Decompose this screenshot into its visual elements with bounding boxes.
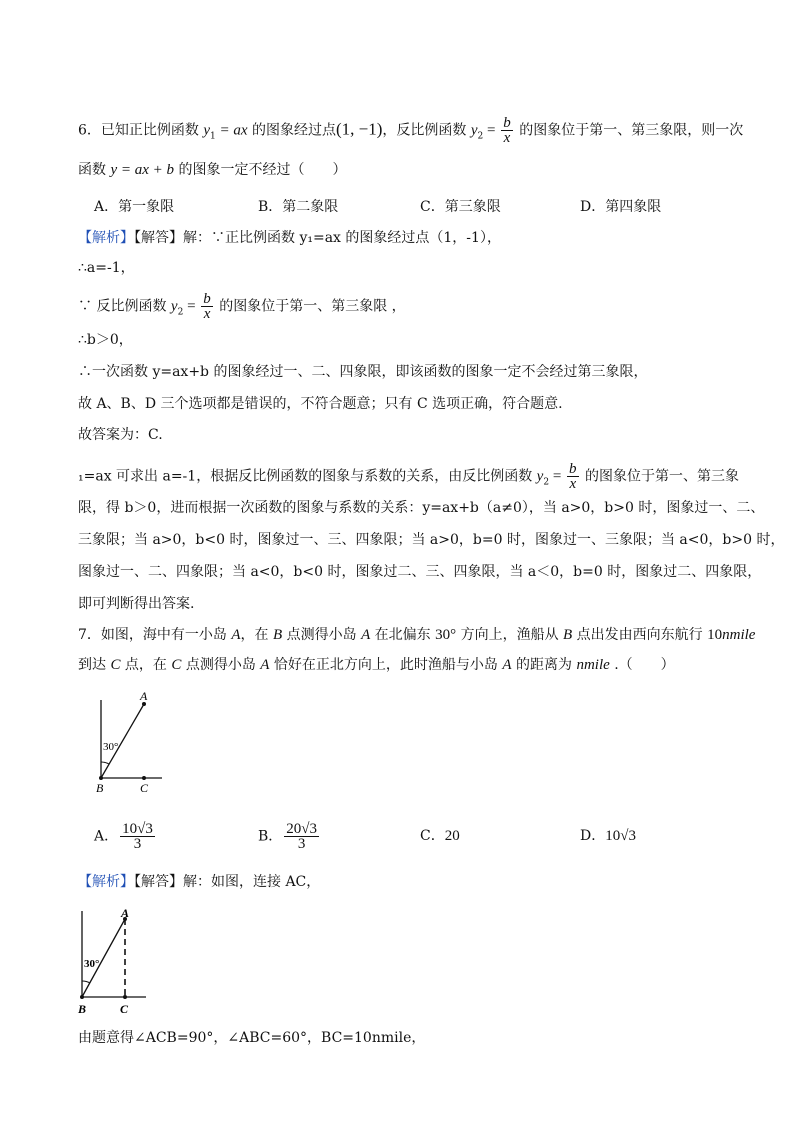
q7-line-1 <box>78 625 755 645</box>
q7-opt-b-label: B． <box>258 828 283 845</box>
q6-analysis-2: 限，得 b＞0，进而根据一次函数的图象与系数的关系：y=ax+b（a≠0），当 a>0，b>0 时，图象过一、二、 <box>78 500 765 516</box>
sol-point-c <box>123 995 127 999</box>
sol-label-angle: 30° <box>84 958 100 970</box>
q6-option-a[interactable]: A．第一象限 <box>94 199 175 215</box>
q7-solution-1 <box>78 872 320 892</box>
q7-opt-c-label: C． <box>420 828 445 844</box>
q7-l1-dist: 10 <box>707 627 723 643</box>
q6-sol3-sub: 2 <box>177 307 184 318</box>
q6-analysis-3: 三象限；当 a>0，b<0 时，图象过一、三、四象限；当 a>0，b=0 时，图象过一、三象限；当 a<0，b>0 时， <box>78 532 785 548</box>
q7-l2-A2: A <box>502 657 512 673</box>
q7-opt-d-value: 10√3 <box>605 828 636 844</box>
q7-option-d[interactable] <box>580 826 636 846</box>
q7-sol1-text: 【解答】解：如图，连接 AC， <box>134 874 321 890</box>
q7-opt-a-num: 10√3 <box>122 821 153 837</box>
q7-l1-a: 7．如图，海中有一小岛 <box>78 627 232 643</box>
angle-arc <box>101 762 109 764</box>
q6-an1-sub: 2 <box>543 477 550 488</box>
q6-text-b: 的图象经过点 <box>247 122 336 139</box>
sol-label-c: C <box>120 1002 129 1016</box>
q6-l2-func: y = ax + b <box>110 162 175 178</box>
label-c: C <box>140 781 149 795</box>
label-a: A <box>140 690 148 703</box>
q6-l2-b: 的图象一定不经过（ ） <box>174 162 347 178</box>
q6-sol3-eq: = <box>183 298 200 315</box>
q7-l2-c: 点测得小岛 <box>181 657 261 673</box>
q6-point: (1, −1) <box>336 119 383 139</box>
q7-l2-a: 到达 <box>78 657 111 673</box>
q6-solution-6: 故 A、B、D 三个选项都是错误的，不符合题意；只有 C 选项正确，符合题意. <box>78 396 563 412</box>
q6-line-2 <box>78 160 346 180</box>
q6-option-c[interactable]: C．第三象限 <box>420 199 501 215</box>
q6-analysis-1 <box>78 462 739 492</box>
q7-l1-f: 点出发由西向东航行 <box>572 627 708 643</box>
q7-opt-b-den: 3 <box>297 836 306 852</box>
q7-opt-b-num: 20√3 <box>286 821 318 837</box>
q7-l2-unit: nmile <box>576 657 610 673</box>
q6-solution-3 <box>78 292 406 322</box>
sol-label-a: A <box>121 906 130 920</box>
q7-option-c[interactable] <box>420 826 460 846</box>
q6-text-d: 的图象位于第一、第三象限，则一次 <box>514 122 744 139</box>
q7-analysis-tag: 【解析】 <box>78 874 134 890</box>
q6-an1-a: ₁=ax 可求出 a=-1，根据反比例函数的图象与系数的关系，由反比例函数 <box>78 468 537 485</box>
q6-an1-num: b <box>569 461 577 477</box>
q7-l1-unit: nmile <box>722 627 756 643</box>
q6-sol3-y: y <box>170 298 178 315</box>
q7-l2-C2: C <box>171 657 182 673</box>
q7-l1-B2: B <box>563 627 573 643</box>
q6-solution-2: ∴a=-1， <box>78 260 135 276</box>
q7-figure <box>90 690 170 800</box>
q6-solution-5: ∴一次函数 y=ax+b 的图象经过一、二、四象限，即该函数的图象一定不会经过第三象限， <box>78 364 648 380</box>
q7-l1-B: B <box>272 627 283 643</box>
q6-l2-a: 函数 <box>78 162 111 178</box>
q7-l1-e: 方向上，渔船从 <box>456 627 564 643</box>
q6-line-1 <box>78 116 743 146</box>
q7-l2-e: 的距离为 <box>511 657 577 673</box>
q6-sol3-fraction <box>201 292 213 321</box>
sol-label-b: B <box>78 1002 87 1016</box>
q6-y1: y <box>203 122 211 139</box>
q6-y1-rhs: = ax <box>215 122 248 139</box>
q6-an1-b: 的图象位于第一、第三象 <box>580 468 739 485</box>
sol-point-b <box>80 995 84 999</box>
q7-l2-C: C <box>110 657 121 673</box>
q7-l1-c: 点测得小岛 <box>282 627 362 643</box>
q6-sol3-num: b <box>203 291 211 307</box>
q6-fraction-num: b <box>503 115 511 131</box>
q7-opt-d-label: D． <box>580 828 606 844</box>
q7-solution-2: 由题意得∠ACB=90°，∠ABC=60°，BC=10nmile， <box>78 1030 426 1046</box>
point-b <box>99 776 103 780</box>
q7-l1-b: ，在 <box>240 627 273 643</box>
q7-opt-a-den: 3 <box>133 836 142 852</box>
q7-l2-A: A <box>260 657 270 673</box>
q7-l1-d: 在北偏东 <box>370 627 436 643</box>
label-b: B <box>96 781 104 795</box>
q7-l1-angle: 30° <box>435 627 457 643</box>
q6-analysis-4: 图象过一、二、四象限；当 a<0，b<0 时，图象过二、三、四象限，当 a＜0，b=0 时，图象过二、四象限， <box>78 564 762 580</box>
q7-opt-a-label: A． <box>94 828 119 845</box>
q6-y2-sub: 2 <box>477 131 484 142</box>
q7-line-2 <box>78 655 675 675</box>
q6-an1-fraction <box>567 462 579 491</box>
q6-text: 6．已知正比例函数 <box>78 122 204 139</box>
q7-option-b[interactable] <box>258 822 321 851</box>
q6-sol3-den: x <box>203 306 211 322</box>
q6-fraction-den: x <box>503 130 511 146</box>
q6-eq: = <box>483 122 500 139</box>
q6-analysis-5: 即可判断得出答案. <box>78 596 195 612</box>
sol-angle-arc <box>82 981 90 983</box>
q6-y1-sub: 1 <box>210 131 216 142</box>
q7-l1-A: A <box>231 627 241 643</box>
q7-l2-d: 恰好在正北方向上，此时渔船与小岛 <box>269 657 503 673</box>
q6-solution-7: 故答案为：C. <box>78 427 163 443</box>
q6-sol1-text: 【解答】解：∵正比例函数 y₁=ax 的图象经过点（1，-1）， <box>134 230 501 246</box>
label-angle: 30° <box>103 741 119 753</box>
point-c <box>142 776 146 780</box>
q6-option-d[interactable]: D．第四象限 <box>580 199 662 215</box>
q6-sol3-a: ∵ 反比例函数 <box>78 298 171 315</box>
q6-text-c: ，反比例函数 <box>382 122 471 139</box>
q6-option-b[interactable]: B．第二象限 <box>258 199 339 215</box>
q7-opt-c-value: 20 <box>444 828 460 844</box>
q6-y2: y <box>470 122 478 139</box>
q6-solution-4: ∴b＞0， <box>78 332 133 348</box>
q6-analysis-tag: 【解析】 <box>78 230 134 246</box>
q6-an1-den: x <box>569 476 577 492</box>
q7-l2-f: .（ ） <box>609 657 675 673</box>
q7-option-a[interactable] <box>94 822 157 851</box>
q7-solution-figure <box>74 905 154 1017</box>
q6-sol3-b: 的图象位于第一、第三象限 ， <box>214 298 406 315</box>
q6-solution-1 <box>78 228 501 248</box>
q6-fraction <box>501 116 513 145</box>
q6-an1-y: y <box>536 468 544 485</box>
q7-opt-a-fraction <box>120 822 155 851</box>
q7-opt-b-fraction <box>284 822 319 851</box>
q6-an1-eq: = <box>549 468 566 485</box>
q7-l2-b: 点，在 <box>120 657 172 673</box>
q7-l1-A2: A <box>361 627 371 643</box>
